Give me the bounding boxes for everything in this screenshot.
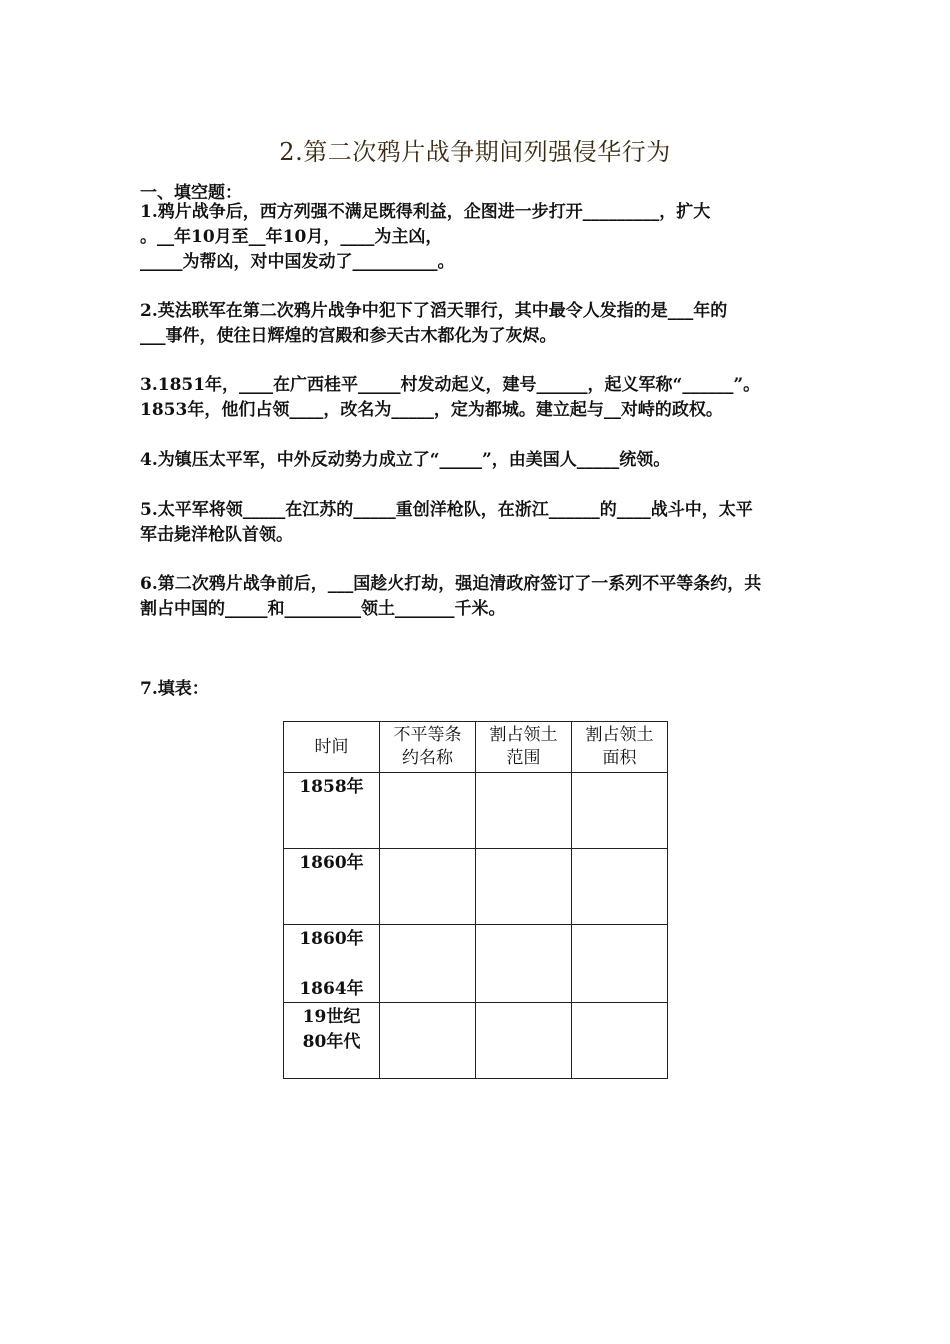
time-spacer [284,952,379,977]
header-scope-line-2: 范围 [506,748,541,768]
time-label: 1858年 [299,777,364,797]
question-5-line-1: 5.太平军将领_____在江苏的_____重创洋枪队，在浙江______的____战斗中，太平 [140,500,753,520]
header-territory-scope [476,722,572,773]
territory-area-cell[interactable] [572,925,668,1003]
question-6-line-1: 6.第二次鸦片战争前后，___国趁火打劫，强迫清政府签订了一系列不平等条约，共 [140,574,762,594]
territory-scope-cell[interactable] [476,773,572,849]
header-treaty-line-1: 不平等条 [393,725,462,745]
question-2-line-1: 2.英法联军在第二次鸦片战争中犯下了滔天罪行，其中最令人发指的是___年的 [140,301,728,321]
header-time-label: 时间 [314,736,349,757]
treaty-name-cell[interactable] [380,849,476,925]
time-cell [284,849,380,925]
territory-area-cell[interactable] [572,1003,668,1079]
territory-area-cell[interactable] [572,849,668,925]
page-title: 2.第二次鸦片战争期间列强侵华行为 [279,138,671,166]
question-2 [140,299,812,349]
header-treaty-name [380,722,476,773]
question-1 [140,200,812,275]
question-1-line-2: 。__年10月至__年10月，____为主凶， [140,227,443,247]
territory-scope-cell[interactable] [476,1003,572,1079]
table-row [284,925,668,1003]
time-label-line-2: 80年代 [302,1032,361,1052]
header-treaty-line-2: 约名称 [402,748,453,768]
header-area-line-2: 面积 [602,748,637,768]
territory-scope-cell[interactable] [476,849,572,925]
fill-in-table [283,721,668,1079]
question-3-line-1: 3.1851年，____在广西桂平_____村发动起义，建号______，起义军称“______”。 [140,375,761,395]
question-4 [140,448,812,473]
treaty-name-cell[interactable] [380,1003,476,1079]
header-territory-area [572,722,668,773]
question-7-label: 7.填表： [140,679,209,699]
question-3 [140,373,812,423]
treaty-name-cell[interactable] [380,773,476,849]
table-row [284,849,668,925]
question-1-line-1: 1.鸦片战争后，西方列强不满足既得利益，企图进一步打开_________，扩大 [140,202,711,222]
time-label: 1860年 [299,853,364,873]
question-6 [140,572,812,622]
question-4-line-1: 4.为镇压太平军，中外反动势力成立了“_____”，由美国人_____统领。 [140,450,671,470]
question-2-line-2: ___事件，使往日辉煌的宫殿和参天古木都化为了灰烬。 [140,326,557,346]
table-row [284,773,668,849]
time-label-end: 1864年 [299,979,364,999]
time-label-start: 1860年 [299,929,364,949]
treaty-name-cell[interactable] [380,925,476,1003]
question-5-line-2: 军击毙洋枪队首领。 [140,525,293,545]
table-row [284,1003,668,1079]
territory-scope-cell[interactable] [476,925,572,1003]
time-label-line-1: 19世纪 [302,1007,361,1027]
table-header-row [284,722,668,773]
time-cell [284,1003,380,1079]
territory-area-cell[interactable] [572,773,668,849]
time-cell [284,925,380,1003]
time-cell [284,773,380,849]
question-1-line-3: _____为帮凶，对中国发动了__________。 [140,252,455,272]
question-6-line-2: 割占中国的_____和_________领土_______千米。 [140,599,506,619]
section-heading: 一、填空题： [140,183,242,203]
question-5 [140,498,812,548]
header-area-line-1: 割占领土 [585,725,654,745]
question-3-line-2: 1853年，他们占领____，改名为_____，定为都城。建立起与__对峙的政权。 [140,400,723,420]
header-time [284,722,380,773]
header-scope-line-1: 割占领土 [489,725,558,745]
